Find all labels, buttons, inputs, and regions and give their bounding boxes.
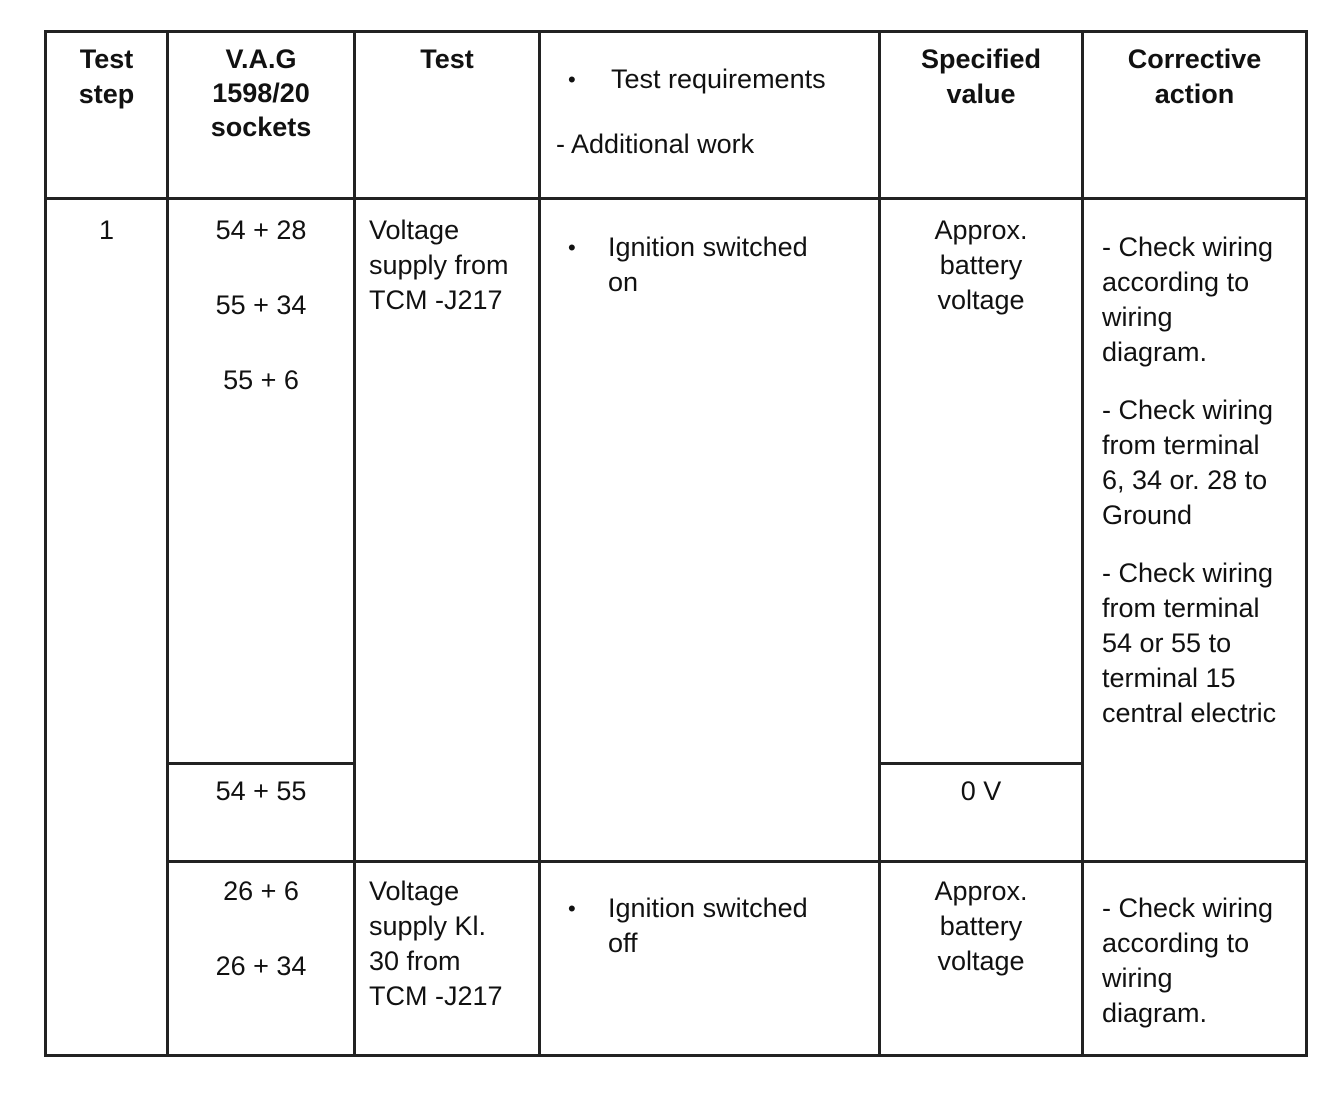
- header-additional-work: - Additional work: [556, 129, 755, 159]
- table-border-top: [44, 30, 1308, 33]
- header-test-requirements: Test requirements: [611, 64, 826, 94]
- col-divider-5: [1081, 30, 1084, 1057]
- socket-pair: 55 + 6: [223, 365, 299, 395]
- header-test: Test: [420, 44, 474, 74]
- header-corrective-action: Corrective action: [1127, 44, 1262, 109]
- value-divider: [878, 762, 1083, 765]
- header-test-step: Test step: [78, 44, 135, 109]
- step1-sockets: [169, 213, 353, 398]
- bullet-icon: •: [568, 67, 576, 92]
- header-specified-value: Specified value: [920, 44, 1042, 109]
- step1-test: Voltage supply from TCM -J217: [369, 215, 509, 315]
- step-number: 1: [98, 215, 115, 245]
- step1-corrective-action: [1102, 230, 1305, 731]
- col-divider-2: [353, 30, 356, 1057]
- corrective-item: - Check wiring according to wiring diagram.: [1102, 232, 1274, 367]
- table-border-right: [1305, 30, 1308, 1057]
- header-vag-sockets: V.A.G 1598/20 sockets: [210, 44, 312, 142]
- sockets-divider: [166, 762, 355, 765]
- socket-pair: 54 + 28: [215, 215, 307, 245]
- step2-corrective-action: - Check wiring according to wiring diagram.: [1102, 893, 1274, 1028]
- socket-pair: 26 + 34: [215, 951, 307, 981]
- step2-test: Voltage supply Kl. 30 from TCM -J217: [369, 876, 503, 1011]
- step2-sockets: [169, 874, 353, 984]
- socket-pair: 26 + 6: [223, 876, 299, 906]
- step2-specified-value: Approx. battery voltage: [934, 876, 1028, 976]
- table-border-left: [44, 30, 47, 1057]
- step1b-specified-value: 0 V: [960, 776, 1002, 806]
- step2-requirement: • Ignition switched off: [568, 893, 808, 958]
- corrective-item: - Check wiring from terminal 6, 34 or. 28 to Ground: [1102, 395, 1274, 530]
- table-border-bottom: [44, 1054, 1308, 1057]
- step1b-sockets: 54 + 55: [215, 776, 307, 806]
- step1-specified-value: Approx. battery voltage: [934, 215, 1028, 315]
- header-requirements: [541, 62, 878, 97]
- header-divider: [44, 197, 1308, 200]
- socket-pair: 55 + 34: [215, 290, 307, 320]
- step1-requirement: • Ignition switched on: [568, 232, 808, 297]
- bullet-icon: •: [568, 896, 576, 921]
- bullet-icon: •: [568, 235, 576, 260]
- corrective-item: - Check wiring from terminal 54 or 55 to terminal 15 central electric: [1102, 558, 1277, 728]
- step-group-divider: [166, 860, 1308, 863]
